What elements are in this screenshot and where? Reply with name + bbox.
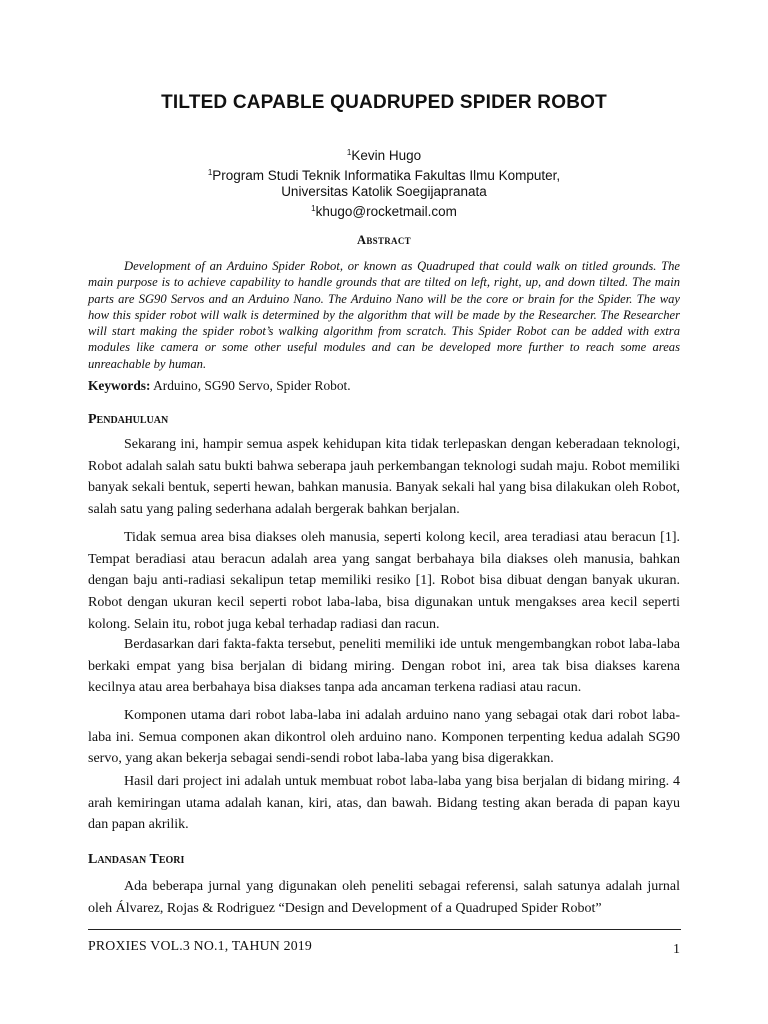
body-paragraph: Berdasarkan dari fakta-fakta tersebut, peneliti memiliki ide untuk mengembangkan robot laba-laba berkaki empat yang bisa berjalan di bidang miring. Dengan robot ini, area tak bisa diakses karena kecilnya atau area berbahaya bisa diakses tanpa ada ancaman terkena radiasi atau racun. [88, 637, 680, 696]
affiliation-line-1 [0, 165, 768, 185]
author-block [0, 145, 768, 220]
abstract-heading: Abstract [357, 233, 411, 247]
footer-journal: PROXIES VOL.3 NO.1, TAHUN 2019 [88, 938, 312, 953]
email-line [0, 201, 768, 221]
author-superscript: 1 [346, 148, 352, 157]
keywords-value: Arduino, SG90 Servo, Spider Robot. [153, 378, 351, 393]
affiliation-line-2: Universitas Katolik Soegijapranata [281, 184, 487, 199]
section-heading-landasan-teori: Landasan Teori [88, 852, 185, 867]
body-paragraph: Tidak semua area bisa diakses oleh manusia, seperti kolong kecil, area teradiasi atau beracun [1]. Tempat beradiasi atau beracun adalah area yang sangat berbahaya bila diakses oleh manusia, bahkan dengan baju anti-radiasi sekalipun tetap memiliki resiko [1]. Robot bisa dibuat dengan banyak ukuran. Robot dengan ukuran kecil seperti robot laba-laba, bisa digunakan untuk mengakses area kecil seperti kolong. Selain itu, robot juga kebal terhadap radiasi dan racun. [88, 530, 680, 632]
keywords-line [88, 378, 680, 394]
affiliation-text-1: Program Studi Teknik Informatika Fakultas Ilmu Komputer, [212, 167, 561, 183]
footer-divider [88, 929, 681, 930]
body-paragraph: Komponen utama dari robot laba-laba ini adalah arduino nano yang sebagai otak dari robot laba-laba ini. Semua componen akan dikontrol oleh arduino nano. Komponen terpenting kedua adalah SG90 servo, yang akan bekerja sebagai sendi-sendi robot laba-laba yang bisa digerakkan. [88, 708, 680, 767]
author-email: khugo@rocketmail.com [315, 203, 457, 219]
body-paragraph: Hasil dari project ini adalah untuk membuat robot laba-laba yang bisa berjalan di bidang miring. 4 arah kemiringan utama adalah kanan, kiri, atas, dan bawah. Bidang testing akan berada di papan kayu dan papan akrilik. [88, 774, 680, 833]
section-heading-pendahuluan: Pendahuluan [88, 412, 169, 427]
body-paragraph: Sekarang ini, hampir semua aspek kehidupan kita tidak terlepaskan dengan keberadaan teknologi, Robot adalah salah satu bukti bahwa seberapa jauh perkembangan teknologi sudah maju. Robot memiliki banyak sekali bentuk, seperti hewan, bahkan manusia. Banyak sekali hal yang bisa dilakukan oleh Robot, salah satu yang paling sederhana adalah bergerak bahkan berjalan. [88, 437, 680, 518]
page-number: 1 [673, 942, 680, 957]
keywords-label: Keywords: [88, 378, 151, 393]
author-line [0, 145, 768, 165]
affiliation-superscript: 1 [207, 167, 213, 177]
body-paragraph: Ada beberapa jurnal yang digunakan oleh peneliti sebagai referensi, salah satunya adalah jurnal oleh Álvarez, Rojas & Rodriguez “Design and Development of a Quadruped Spider Robot” [88, 879, 680, 916]
paper-title: TILTED CAPABLE QUADRUPED SPIDER ROBOT [161, 92, 607, 113]
email-superscript: 1 [311, 203, 316, 213]
abstract-text: Development of an Arduino Spider Robot, or known as Quadruped that could walk on titled grounds. The main purpose is to achieve capability to handle grounds that are tilted on left, right, up, and down tilted. The main parts are SG90 Servos and an Arduino Nano. The Arduino Nano will be the core or brain for the Spider. The way how this spider robot will walk is determined by the algorithm that will be made by the Researcher. The Researcher will start making the spider robot’s walking algorithm from scratch. This Spider Robot can be added with extra modules like camera or some other useful modules and can be developed more further to reach some areas unreachable by human. [88, 259, 680, 371]
author-name: Kevin Hugo [351, 148, 422, 163]
